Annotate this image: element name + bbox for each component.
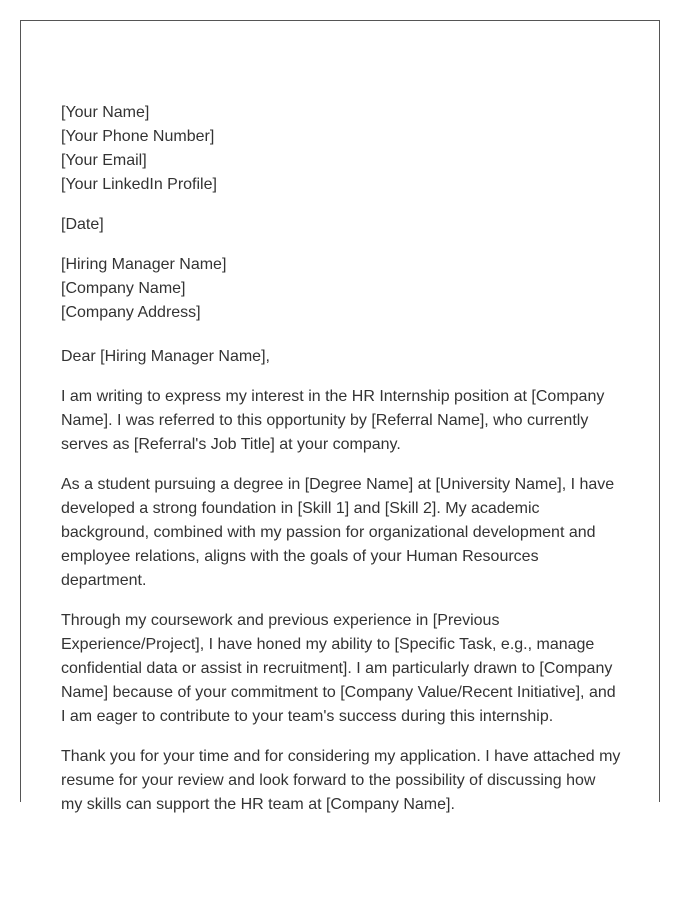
paragraph-line: employee relations, aligns with the goals of your Human Resources	[61, 548, 539, 565]
letter-page	[20, 20, 660, 813]
salutation	[61, 345, 621, 369]
sender-name: [Your Name]	[61, 104, 150, 121]
paragraph-closing	[61, 745, 621, 817]
paragraph-line: Thank you for your time and for considering my application. I have attached my	[61, 748, 621, 765]
paragraph-education	[61, 473, 621, 593]
sender-phone: [Your Phone Number]	[61, 128, 215, 145]
date-block	[61, 213, 621, 237]
sender-linkedin: [Your LinkedIn Profile]	[61, 176, 217, 193]
paragraph-line: confidential data or assist in recruitment]. I am particularly drawn to [Company	[61, 660, 613, 677]
paragraph-line: background, combined with my passion for organizational development and	[61, 524, 596, 541]
salutation-text: Dear [Hiring Manager Name],	[61, 348, 270, 365]
paragraph-line: As a student pursuing a degree in [Degree Name] at [University Name], I have	[61, 476, 615, 493]
paragraph-line: developed a strong foundation in [Skill 1] and [Skill 2]. My academic	[61, 500, 540, 517]
recipient-block	[61, 253, 621, 325]
paragraph-experience	[61, 609, 621, 729]
paragraph-line: serves as [Referral's Job Title] at your company.	[61, 436, 401, 453]
recipient-company: [Company Name]	[61, 280, 186, 297]
paragraph-line: Name]. I was referred to this opportunity by [Referral Name], who currently	[61, 412, 589, 429]
paragraph-line: Name] because of your commitment to [Company Value/Recent Initiative], and	[61, 684, 616, 701]
letter-date: [Date]	[61, 216, 104, 233]
paragraph-line: Through my coursework and previous experience in [Previous	[61, 612, 500, 629]
letter-content	[61, 101, 621, 817]
recipient-address: [Company Address]	[61, 304, 201, 321]
recipient-manager: [Hiring Manager Name]	[61, 256, 227, 273]
paragraph-intro	[61, 385, 621, 457]
paragraph-line: resume for your review and look forward to the possibility of discussing how	[61, 772, 596, 789]
sender-email: [Your Email]	[61, 152, 147, 169]
paragraph-line: department.	[61, 572, 147, 589]
paragraph-line: I am writing to express my interest in the HR Internship position at [Company	[61, 388, 605, 405]
paragraph-line: Experience/Project], I have honed my ability to [Specific Task, e.g., manage	[61, 636, 595, 653]
paragraph-line: my skills can support the HR team at [Company Name].	[61, 796, 455, 813]
paragraph-line: I am eager to contribute to your team's success during this internship.	[61, 708, 554, 725]
sender-block	[61, 101, 621, 197]
